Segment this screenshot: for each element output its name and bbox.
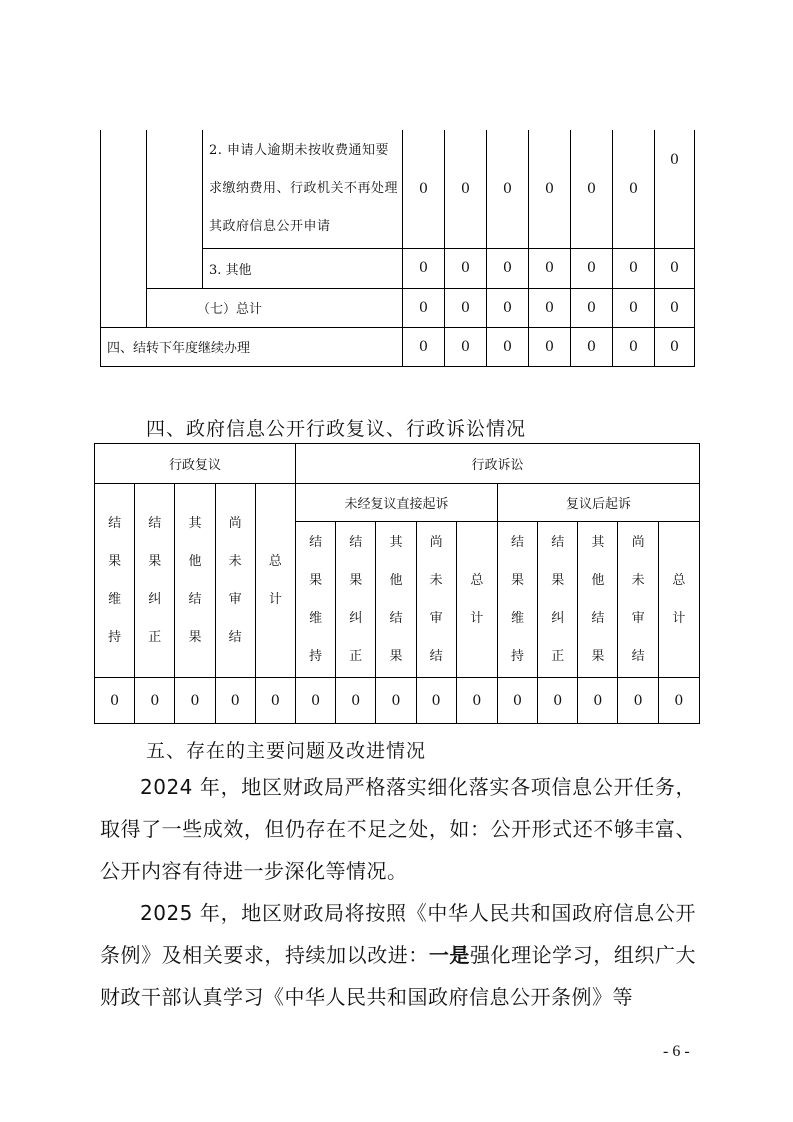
cell-value: 0 [613,327,655,366]
cell-value: 0 [613,130,655,248]
cell-value: 0 [487,130,529,248]
row-label: 2. 申请人逾期未按收费通知要求缴纳费用、行政机关不再处理其政府信息公开申请 [203,130,403,248]
header-cell: 结果维持 [295,522,335,678]
header-reconsideration: 行政复议 [95,444,296,484]
cell-value: 0 [456,678,497,724]
table-row [95,484,700,522]
header-cell: 尚未审结 [416,522,456,678]
header-cell: 其他结果 [578,522,618,678]
header-cell: 尚未审结 [215,484,255,678]
page-number: - 6 - [663,1043,690,1060]
cell-value: 0 [403,327,445,366]
header-cell: 结果纠正 [538,522,578,678]
cell-value: 0 [655,130,695,248]
cell-value: 0 [655,248,695,288]
paragraph [100,892,696,1018]
header-cell: 结果维持 [497,522,537,678]
cell-value: 0 [445,327,487,366]
header-after-review: 复议后起诉 [497,484,699,522]
cell-value: 0 [403,288,445,327]
header-cell: 其他结果 [175,484,215,678]
cell-value: 0 [487,288,529,327]
cell-value: 0 [529,130,571,248]
cell-value: 0 [497,678,537,724]
cell-value: 0 [255,678,295,724]
emphasis-text: 一是 [428,943,470,967]
header-cell: 结果维持 [95,484,135,678]
section-heading: 四、政府信息公开行政复议、行政诉讼情况 [146,418,527,440]
cell-value: 0 [416,678,456,724]
header-cell: 总计 [658,522,699,678]
cell-value: 0 [571,327,613,366]
paragraph: 2024 年，地区财政局严格落实细化落实各项信息公开任务，取得了一些成效，但仍存在不足之处，如：公开形式还不够丰富、公开内容有待进一步深化等情况。 [100,775,696,883]
cell-value: 0 [613,248,655,288]
row-label: （七）总计 [147,288,403,327]
cell-value: 0 [538,678,578,724]
header-cell: 尚未审结 [618,522,658,678]
cell-value: 0 [376,678,416,724]
cell-value: 0 [571,288,613,327]
table-row [101,288,695,327]
cell-value: 0 [445,248,487,288]
cell-value: 0 [529,288,571,327]
cell-value: 0 [487,248,529,288]
row-label: 四、结转下年度继续办理 [101,327,403,366]
cell-value: 0 [295,678,335,724]
header-cell: 结果纠正 [336,522,376,678]
cell-value: 0 [571,130,613,248]
cell-value: 0 [336,678,376,724]
cell-value: 0 [578,678,618,724]
cell-value: 0 [655,327,695,366]
cell-value: 0 [571,248,613,288]
cell-value: 0 [529,327,571,366]
header-cell: 其他结果 [376,522,416,678]
cell-value: 0 [95,678,135,724]
cell-value: 0 [445,130,487,248]
cell-value: 0 [655,288,695,327]
header-cell: 结果纠正 [135,484,175,678]
paragraph-text: 2025 年，地区财政局将按照《中华人民共和国政府信息公开条例》及相关要求，持续加以改进： [100,901,696,967]
cell-value: 0 [618,678,658,724]
table-row [101,327,695,366]
cell-value: 0 [487,327,529,366]
cell-value: 0 [175,678,215,724]
cell-value: 0 [658,678,699,724]
cell-value: 0 [215,678,255,724]
section-heading: 五、存在的主要问题及改进情况 [146,740,427,762]
paragraph-text: 强化理论学习，组织广大财政干部认真学习《中华人民共和国政府信息公开条例》等 [100,943,697,1009]
table-row [95,444,700,484]
cell-value: 0 [445,288,487,327]
header-direct-suit: 未经复议直接起诉 [295,484,497,522]
header-litigation: 行政诉讼 [295,444,699,484]
cell-value: 0 [403,248,445,288]
review-litigation-table [94,443,700,724]
application-handling-table [100,130,695,367]
row-label: 3. 其他 [203,248,403,288]
cell-value: 0 [403,130,445,248]
cell-value: 0 [135,678,175,724]
header-cell: 总计 [456,522,497,678]
table-row [95,678,700,724]
header-cell: 总计 [255,484,295,678]
cell-value: 0 [613,288,655,327]
table-row [101,130,695,248]
cell-value: 0 [529,248,571,288]
